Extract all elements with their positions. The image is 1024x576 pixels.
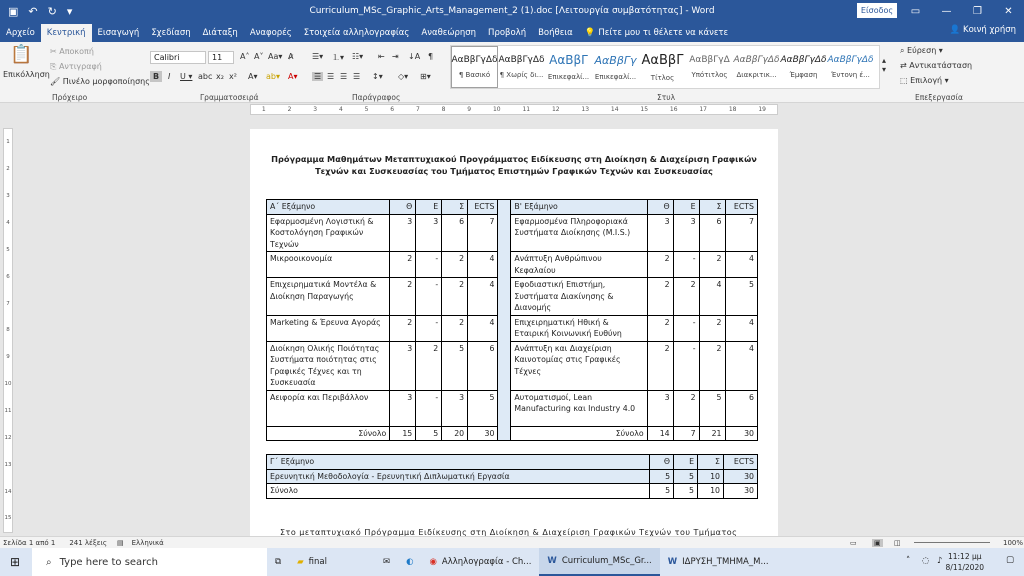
document-title [270,153,758,177]
ribbon-tabs [0,22,1024,42]
style-label: Διακριτικ... [736,71,777,79]
proofing-icon[interactable]: ▤ [117,538,124,547]
table-gap [498,200,511,441]
minimize-icon[interactable]: — [941,5,952,17]
total-label: Σύνολο [267,426,390,441]
print-layout-icon[interactable]: ▣ [874,538,881,547]
table-header-row [267,455,758,470]
cell-lab: 3 [673,214,699,252]
cell-theory: 3 [390,390,416,426]
course-name: Ερευνητική Μεθοδολογία - Ερευνητική Διπλωματική Εργασία [267,469,650,484]
style-title[interactable] [639,46,686,88]
replace-label: Αντικατάσταση [909,61,973,70]
col-total: Σ [699,200,725,215]
group-paragraph-label: Παράγραφος [352,93,401,102]
col-total: Σ [442,200,468,215]
cell-theory: 3 [390,214,416,252]
style-label: Τίτλος [650,73,675,82]
style-emphasis[interactable] [780,46,827,88]
style-preview: ΑαΒβΓγΔ [689,55,730,65]
chrome-icon: ◉ [429,557,437,567]
cell-ects: 4 [468,315,498,341]
share-label: Κοινή χρήση [963,25,1016,35]
word-icon: W [547,556,557,566]
cell-total: 2 [699,252,725,278]
cell-total: 10 [698,469,724,484]
redo-icon[interactable]: ↻ [47,4,57,18]
course-name: Αειφορία και Περιβάλλον [267,390,390,426]
horizontal-ruler[interactable] [250,104,778,115]
increase-indent-icon[interactable]: ⇥ [392,52,399,61]
edge-icon[interactable]: ◐ [406,557,414,567]
bold-icon[interactable]: B [150,71,162,82]
cell-theory: 3 [647,214,673,252]
course-name: Εφαρμοσμένη Λογιστική & Κοστολόγηση Γραφικών Τεχνών [267,214,390,252]
group-clipboard-label: Πρόχειρο [52,93,88,102]
language[interactable]: Ελληνικά [131,538,164,547]
tab-design[interactable]: Σχεδίαση [151,28,191,38]
cell-ects: 30 [723,469,757,484]
course-name: Επιχειρηματική Ηθική & Εταιρική Κοινωνική Ευθύνη [511,315,647,341]
folder-icon: ▰ [297,557,304,567]
search-icon: ⌕ [46,556,52,568]
tray-chevron-icon[interactable]: ˄ [906,556,911,566]
course-name: Αυτοματισμοί, Lean Manufacturing και Industry 4.0 [511,390,647,426]
total-row [267,484,758,499]
notifications-icon[interactable]: ▢ [1005,555,1014,565]
web-layout-icon[interactable]: ◫ [894,538,901,547]
magnifier-icon: ⌕ [900,46,908,55]
strikethrough-icon[interactable]: abc [198,72,213,81]
cell-lab: 2 [673,278,699,316]
cell-lab: 2 [416,341,442,390]
sem-b-header: Β' Εξάμηνο [511,200,647,215]
col-ects: ECTS [468,200,498,215]
shrink-font-icon[interactable]: A˅ [254,52,264,61]
tab-review[interactable]: Αναθεώρηση [421,28,477,38]
style-preview: ΑαΒβΓγΔδ [827,55,874,65]
status-bar [0,536,1024,548]
zoom-slider[interactable] [914,542,990,543]
align-center-icon[interactable]: ☰ [327,72,335,81]
total-theory: 14 [647,426,673,441]
clock-date: 8/11/2020 [945,563,984,572]
col-ects: ECTS [725,200,757,215]
cell-theory: 3 [390,341,416,390]
course-name: Επιχειρηματικά Μοντέλα & Διοίκηση Παραγωγής [267,278,390,316]
group-font-label: Γραμματοσειρά [200,93,259,102]
scissors-icon: ✂ [50,47,60,56]
tab-mailings[interactable]: Στοιχεία αλληλογραφίας [303,28,410,38]
total-theory: 15 [390,426,416,441]
cell-theory: 5 [650,469,674,484]
replace-button[interactable] [900,61,972,70]
copy-button[interactable] [50,62,102,72]
network-icon[interactable]: ◌ [922,556,930,566]
styles-gallery [450,45,880,89]
cell-lab: 2 [673,390,699,426]
total-row [267,426,758,441]
borders-icon[interactable]: ⊞▾ [420,72,431,81]
tab-view[interactable]: Προβολή [488,28,527,38]
cell-total: 2 [699,315,725,341]
tab-home[interactable]: Κεντρική [41,24,92,42]
cell-theory: 2 [390,252,416,278]
total-lab: 7 [673,426,699,441]
show-marks-icon[interactable]: ¶ [428,52,434,61]
select-icon: ⬚ [900,76,911,85]
restore-icon[interactable]: ❐ [973,5,982,17]
word-icon: W [667,557,678,567]
style-preview: ΑαΒβΓ [549,53,588,67]
ribbon [0,42,1024,103]
table-header-row [267,200,758,215]
total-sum: 10 [698,484,724,499]
style-label: ¶ Βασικό [458,71,491,79]
style-normal[interactable] [451,46,498,88]
windows-start-icon[interactable]: ⊞ [10,555,21,569]
taskbar-search[interactable] [32,548,267,576]
course-name: Εφαρμοσμένα Πληροφοριακά Συστήματα Διοίκησης (M.I.S.) [511,214,647,252]
cell-theory: 2 [390,315,416,341]
system-clock[interactable] [946,551,984,573]
sem-c-header: Γ΄ Εξάμηνο [267,455,650,470]
copy-icon: ⎘ [50,62,59,71]
cell-total: 5 [699,390,725,426]
highlight-icon[interactable]: ab▾ [266,72,280,81]
zoom-level[interactable]: 100% [1003,538,1024,547]
sort-icon[interactable]: ↓A [408,52,421,61]
cell-total: 2 [442,252,468,278]
read-mode-icon[interactable]: ▭ [850,538,857,547]
style-label: ¶ Χωρίς δι... [499,71,544,79]
course-name: Μικροοικονομία [267,252,390,278]
style-heading-1[interactable] [545,46,592,88]
app-label: Αλληλογραφία - Ch... [441,557,532,567]
cell-lab: - [416,278,442,316]
total-label: Σύνολο [511,426,647,441]
lightbulb-icon: 💡 [584,28,596,38]
style-intense-emphasis[interactable] [827,46,874,88]
cell-lab: - [673,315,699,341]
cell-theory: 2 [647,315,673,341]
paste-icon[interactable]: 📋 [10,44,33,65]
copy-label: Αντιγραφή [58,62,102,71]
save-icon[interactable]: ▣ [8,4,19,18]
tab-help[interactable]: Βοήθεια [538,28,573,38]
cell-ects: 5 [468,390,498,426]
style-preview: ΑαΒβΓγΔδ [733,55,780,65]
share-button[interactable] [950,25,1016,35]
cell-theory: 3 [647,390,673,426]
table-row [267,390,758,426]
cell-lab: 3 [416,214,442,252]
underline-icon[interactable]: U ▾ [180,72,193,81]
change-case-icon[interactable]: Aa▾ [268,52,283,61]
style-label: Επικεφαλί... [594,72,637,81]
cell-lab: - [416,315,442,341]
superscript-icon[interactable]: x² [229,72,237,81]
format-painter-button[interactable] [50,77,150,86]
table-row [267,252,758,278]
ruler-ticks: 1 2 3 4 5 6 7 8 9 10 11 12 13 14 15 16 17 18 19 [261,106,766,113]
subscript-icon[interactable]: x₂ [216,72,224,81]
font-color-icon[interactable]: A▾ [288,72,298,81]
justify-icon[interactable]: ☰ [353,72,361,81]
semesters-ab-table [266,199,758,441]
total-lab: 5 [416,426,442,441]
chevron-down-icon: ▾ [936,46,943,55]
clear-format-icon[interactable]: A̷ [288,52,294,61]
body-paragraph: Στο μεταπτυχιακό Πρόγραμμα Ειδίκευσης στη Διοίκηση & Διαχείριση Γραφικών Τεχνών του Τμήματος [280,528,738,536]
tell-me-text: Πείτε μου τι θέλετε να κάνετε [598,28,729,38]
table-row [267,315,758,341]
cell-theory: 2 [390,278,416,316]
person-icon: 👤 [949,25,964,35]
col-lab: Ε [673,200,699,215]
select-button[interactable] [900,76,949,85]
multilevel-icon[interactable]: ☷▾ [352,52,364,61]
cut-label: Αποκοπή [59,47,94,56]
tab-references[interactable]: Αναφορές [249,28,292,38]
table-row [267,469,758,484]
total-lab: 5 [674,484,698,499]
col-total: Σ [698,455,724,470]
taskbar-app-explorer[interactable] [289,548,335,576]
total-sum: 20 [442,426,468,441]
undo-icon[interactable]: ↶ [28,4,38,18]
col-lab: Ε [416,200,442,215]
align-right-icon[interactable]: ☰ [340,72,348,81]
course-name: Διοίκηση Ολικής Ποιότητας Συστήματα ποιότητας στις Γραφικές Τέχνες και τη Συσκευασία [267,341,390,390]
style-preview: ΑαΒβΓ [641,52,684,68]
style-preview: ΑαΒβΓγΔδ [780,55,827,65]
cell-ects: 4 [725,252,757,278]
cell-total: 4 [699,278,725,316]
cell-ects: 7 [468,214,498,252]
line-spacing-icon[interactable]: ↕▾ [372,72,383,81]
tab-insert[interactable]: Εισαγωγή [97,28,140,38]
cell-lab: - [673,341,699,390]
style-label: Έντονη έ... [831,71,870,79]
app-label: final [308,557,327,567]
window-title: Curriculum_MSc_Graphic_Arts_Management_2 (1).doc [Λειτουργία συμβατότητας] - Word [309,6,715,16]
tell-me-box[interactable] [585,24,728,42]
replace-icon: ⇄ [900,61,910,70]
style-label: Επικεφαλί... [547,73,590,81]
italic-icon[interactable]: I [168,72,171,81]
signin-button[interactable]: Είσοδος [857,3,897,18]
mail-icon[interactable]: ✉ [382,557,391,567]
chevron-down-icon: ▾ [942,76,949,85]
font-name-select[interactable]: Calibri [150,51,206,64]
total-ects: 30 [725,426,757,441]
total-ects: 30 [723,484,757,499]
select-label: Επιλογή [910,76,943,85]
tab-layout[interactable]: Διάταξη [202,28,238,38]
paste-button[interactable]: Επικόλληση [3,70,50,79]
title-line-2: Τεχνών και Συσκευασίας του Τμήματος Επιστημών Γραφικών Τεχνών και Συσκευασίας [315,166,713,176]
col-lab: Ε [674,455,698,470]
text-effects-icon[interactable]: A▾ [248,72,258,81]
task-view-icon[interactable]: ⧉ [275,557,282,567]
course-name: Εφοδιαστική Επιστήμη, Συστήματα Διακίνησης & Διανομής [511,278,647,316]
style-no-spacing[interactable] [498,46,545,88]
col-theory: Θ [650,455,674,470]
style-label: Έμφαση [789,71,818,79]
close-icon[interactable]: ✕ [1004,5,1013,17]
search-placeholder: Type here to search [59,556,158,568]
cell-theory: 2 [647,341,673,390]
cell-total: 3 [442,390,468,426]
cell-ects: 4 [468,252,498,278]
total-ects: 30 [468,426,498,441]
brush-icon: 🖌 [50,77,63,86]
title-line-1: Πρόγραμμα Μαθημάτων Μεταπτυχιακού Προγράμματος Ειδίκευσης στη Διοίκηση & Διαχείριση Γραφικών [271,154,757,164]
style-subtitle[interactable] [686,46,733,88]
course-name: Marketing & Έρευνα Αγοράς [267,315,390,341]
col-ects: ECTS [723,455,757,470]
style-heading-2[interactable] [592,46,639,88]
align-left-icon[interactable]: ☰ [314,72,322,81]
cell-total: 2 [442,315,468,341]
taskbar-app-word-idrysi[interactable] [660,548,777,576]
decrease-indent-icon[interactable]: ⇤ [378,52,385,61]
find-label: Εύρεση [907,46,937,55]
vertical-ruler-ticks: 1 2 3 4 5 6 7 8 9 10 11 12 13 14 15 [4,139,12,522]
shading-icon[interactable]: ◇▾ [398,72,409,81]
table-row [267,214,758,252]
taskbar-app-word-curriculum[interactable] [539,548,659,576]
cell-total: 6 [442,214,468,252]
col-theory: Θ [390,200,416,215]
cell-ects: 6 [468,341,498,390]
taskbar-app-chrome[interactable] [421,548,539,576]
group-styles-label: Στυλ [657,93,676,102]
style-preview: ΑαΒβΓγ [594,53,637,67]
cell-theory: 2 [647,252,673,278]
clock-time: 11:12 μμ [947,552,982,561]
cell-total: 2 [699,341,725,390]
cell-ects: 5 [725,278,757,316]
group-editing-label: Επεξεργασία [915,93,963,102]
style-label: Υπότιτλος [691,71,728,79]
course-name: Ανάπτυξη Ανθρώπινου Κεφαλαίου [511,252,647,278]
app-label: Curriculum_MSc_Gr... [561,556,652,566]
find-button[interactable] [900,46,943,56]
cell-lab: - [416,390,442,426]
grow-font-icon[interactable]: A˄ [240,52,250,61]
table-row [267,278,758,316]
total-theory: 5 [650,484,674,499]
format-painter-label: Πινέλο μορφοποίησης [62,77,150,86]
customize-qat-icon[interactable]: ▾ [66,4,73,18]
document-page[interactable] [250,129,778,536]
app-label: ΙΔΡΥΣΗ_ΤΜΗΜΑ_Μ... [682,557,769,567]
cell-lab: 5 [674,469,698,484]
cell-ects: 4 [468,278,498,316]
style-subtle-emphasis[interactable] [733,46,780,88]
cut-button[interactable] [50,47,94,56]
word-count[interactable]: 241 λέξεις [69,538,107,547]
cell-total: 5 [442,341,468,390]
numbering-icon[interactable]: ⒈▾ [332,53,345,62]
font-size-select[interactable]: 11 [208,51,234,64]
cell-ects: 4 [725,315,757,341]
vertical-ruler[interactable] [3,128,13,533]
semester-c-table [266,454,758,499]
total-sum: 21 [699,426,725,441]
cell-ects: 7 [725,214,757,252]
volume-icon[interactable]: ♪ [937,556,943,566]
title-bar [0,0,1024,22]
course-name: Ανάπτυξη και Διαχείριση Καινοτομίας στις Γραφικές Τέχνες [511,341,647,390]
cell-total: 2 [442,278,468,316]
style-preview: ΑαΒβΓγΔδ [451,55,498,65]
cell-total: 6 [699,214,725,252]
ribbon-display-icon[interactable]: ▭ [910,5,921,17]
cell-lab: - [416,252,442,278]
sem-a-header: Α΄ Εξάμηνο [267,200,390,215]
style-preview: ΑαΒβΓγΔδ [498,55,545,65]
page-count[interactable]: Σελίδα 1 από 1 [3,538,56,547]
bullets-icon[interactable]: ☰▾ [312,52,324,61]
cell-lab: - [673,252,699,278]
cell-ects: 4 [725,341,757,390]
total-label: Σύνολο [267,484,650,499]
table-row [267,341,758,390]
styles-scroll-icon[interactable]: ▴ ▾ [882,56,887,74]
taskbar [0,548,1024,576]
col-theory: Θ [647,200,673,215]
tab-file[interactable]: Αρχείο [6,28,35,38]
cell-ects: 6 [725,390,757,426]
cell-theory: 2 [647,278,673,316]
